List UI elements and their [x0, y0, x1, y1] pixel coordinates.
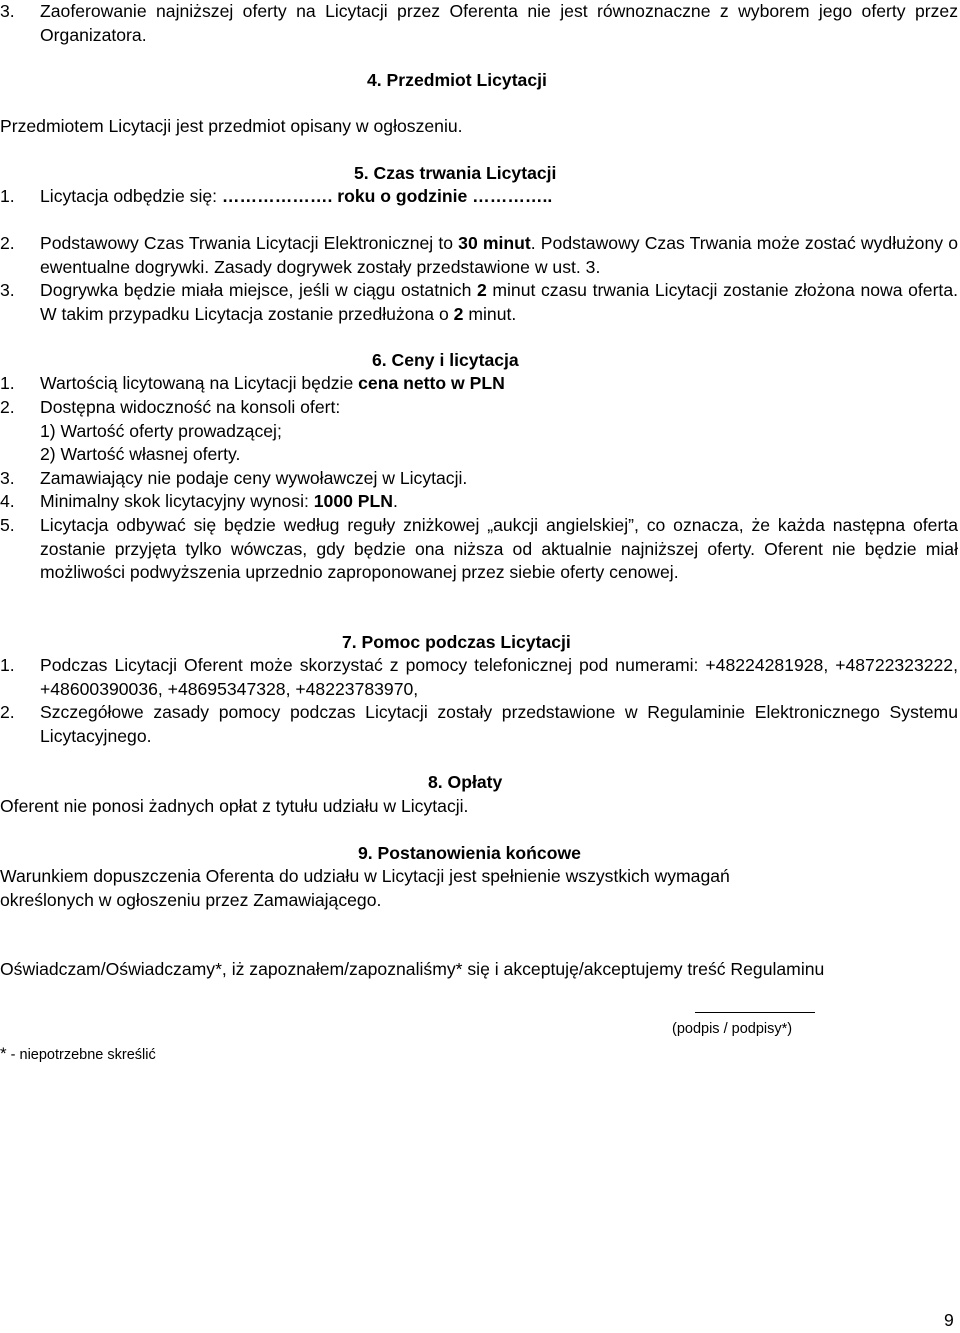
s6-item-3	[0, 467, 958, 491]
item-number: 4.	[0, 491, 15, 511]
section-heading-7: 7. Pomoc podczas Licytacji	[342, 632, 571, 652]
s7-item-2	[0, 701, 958, 748]
section-heading-5: 5. Czas trwania Licytacji	[354, 163, 557, 183]
item-text-end: minut.	[463, 303, 517, 324]
item-number: 1.	[0, 373, 15, 393]
section-4-text: Przedmiotem Licytacji jest przedmiot opisany w ogłoszeniu.	[0, 116, 463, 136]
item-number: 3.	[0, 1, 15, 21]
s6-item-2	[0, 396, 958, 420]
footnote-text: - niepotrzebne skreślić	[6, 1047, 156, 1063]
s5-item-2	[0, 232, 958, 279]
section-9-text-line-2: określonych w ogłoszeniu przez Zamawiającego.	[0, 890, 382, 910]
item-text-cont: . Podstawowy Czas Trwania może zostać wydłużony o ewentualne dogrywki. Zasady dogrywek zostały przedstawione w ust. 3.	[40, 233, 958, 277]
minutes-value: 2	[476, 280, 487, 300]
page-number: 9	[944, 1310, 954, 1330]
item-number: 2.	[0, 233, 15, 253]
item-number: 5.	[0, 515, 15, 535]
item-text: Licytacja odbędzie się:	[40, 186, 222, 206]
item-text: Szczegółowe zasady pomocy podczas Licytacji zostały przedstawione w Regulaminie Elektronicznego Systemu Licytacyjnego.	[40, 702, 958, 746]
item-text: Wartością licytowaną na Licytacji będzie	[40, 373, 359, 393]
min-step-value: 1000 PLN	[313, 491, 393, 511]
paragraph-3	[0, 0, 958, 47]
item-text: Zamawiający nie podaje ceny wywoławczej w Licytacji.	[40, 468, 468, 488]
s7-item-1	[0, 654, 958, 701]
section-9-text-line-1: Warunkiem dopuszczenia Oferenta do udziału w Licytacji jest spełnienie wszystkich wymagań	[0, 866, 730, 886]
section-heading-6: 6. Ceny i licytacja	[372, 350, 519, 370]
declaration-text: Oświadczam/Oświadczamy*, iż zapoznałem/zapoznaliśmy* się i akceptuję/akceptujemy treść Regulaminu	[0, 959, 825, 979]
item-text: Dostępna widoczność na konsoli ofert:	[40, 397, 341, 417]
sub-item-1: 1) Wartość oferty prowadzącej;	[40, 421, 282, 441]
paragraph-text: Zaoferowanie najniższej oferty na Licytacji przez Oferenta nie jest równoznaczne z wyborem jego oferty przez Organizatora.	[40, 1, 958, 45]
date-placeholder: ………………. roku o godzinie …………..	[221, 186, 553, 206]
s5-item-1	[0, 185, 958, 209]
item-text: Dogrywka będzie miała miejsce, jeśli w ciągu ostatnich	[40, 280, 477, 300]
s6-item-5	[0, 514, 958, 585]
section-8-text: Oferent nie ponosi żadnych opłat z tytułu udziału w Licytacji.	[0, 796, 469, 816]
footnote	[0, 1042, 156, 1068]
s6-item-4	[0, 490, 958, 514]
bid-value-type: cena netto w PLN	[358, 373, 505, 393]
item-text: Minimalny skok licytacyjny wynosi:	[40, 491, 314, 511]
item-number: 3.	[0, 468, 15, 488]
item-number: 2.	[0, 397, 15, 417]
section-heading-4: 4. Przedmiot Licytacji	[367, 70, 547, 90]
item-number: 2.	[0, 702, 15, 722]
item-number: 1.	[0, 655, 15, 675]
item-number: 1.	[0, 186, 15, 206]
sub-item-2: 2) Wartość własnej oferty.	[40, 444, 241, 464]
item-text: Licytacja odbywać się będzie według reguły zniżkowej „aukcji angielskiej”, co oznacza, że każda następna oferta zostanie przyjęta tylko wówczas, gdy będzie ona niższa od aktualnie najniższej oferty. Oferent nie będzie miał możliwości podwyższenia uprzednio zaproponowanej przez siebie oferty cenowej.	[40, 515, 958, 582]
signature-caption: (podpis / podpisy*)	[672, 1021, 793, 1037]
s5-item-3	[0, 279, 958, 326]
item-text: Podstawowy Czas Trwania Licytacji Elektronicznej to	[40, 233, 459, 253]
duration-value: 30 minut	[458, 233, 531, 253]
item-text-end: .	[392, 491, 398, 511]
extension-value: 2	[453, 303, 464, 324]
s6-item-1	[0, 372, 958, 396]
footnote-star: *	[0, 1044, 7, 1063]
item-text: Podczas Licytacji Oferent może skorzystać z pomocy telefonicznej pod numerami: +48224281928, +48722323222, +48600390036, +48695347328, +48223783970,	[40, 655, 958, 699]
section-heading-9: 9. Postanowienia końcowe	[358, 843, 581, 863]
item-number: 3.	[0, 280, 15, 300]
section-heading-8: 8. Opłaty	[428, 772, 503, 792]
signature-line	[695, 1012, 815, 1013]
item-text-cont: minut czasu trwania Licytacji zostanie złożona nowa oferta. W takim przypadku Licytacja zostanie przedłużona o	[40, 280, 958, 324]
